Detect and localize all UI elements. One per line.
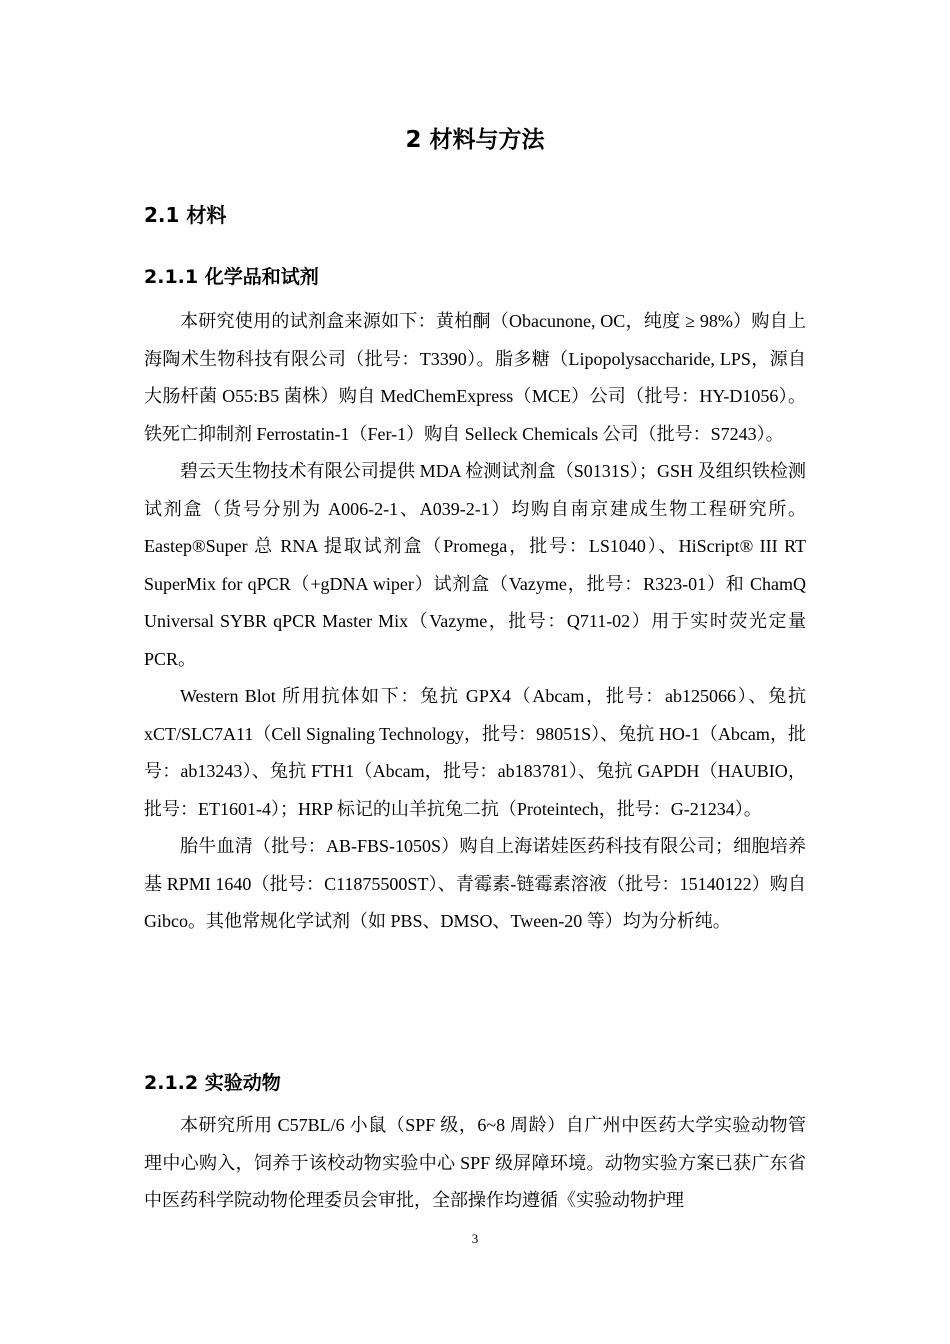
- paragraph-culture-reagents: 胎牛血清（批号：AB-FBS-1050S）购自上海诺娃医药科技有限公司；细胞培养基 RPMI 1640（批号：C11875500ST）、青霉素-链霉素溶液（批号：15140122）购自 Gibco。其他常规化学试剂（如 PBS、DMSO、Tween-20 等）均为分析纯。: [144, 836, 806, 931]
- animals-body: [144, 1107, 806, 1220]
- paragraph-antibodies: Western Blot 所用抗体如下：兔抗 GPX4（Abcam，批号：ab125066）、兔抗 xCT/SLC7A11（Cell Signaling Technology，批号：98051S）、兔抗 HO-1（Abcam，批号：ab13243）、兔抗 FTH1（Abcam，批号：ab183781）、兔抗 GAPDH（HAUBIO，批号：ET1601-4）；HRP 标记的山羊抗兔二抗（Proteintech，批号：G-21234）。: [144, 686, 806, 819]
- subsection-heading-animals: 2.1.2 实验动物: [144, 1072, 281, 1094]
- page-number: 3: [471, 1231, 479, 1246]
- paragraph-kit-sources: 本研究使用的试剂盒来源如下：黄柏酮（Obacunone, OC，纯度 ≥ 98%）购自上海陶术生物科技有限公司（批号：T3390）。脂多糖（Lipopolysaccharide, LPS，源自大肠杆菌 O55:B5 菌株）购自 MedChemExpress（MCE）公司（批号：HY-D1056）。铁死亡抑制剂 Ferrostatin-1（Fer-1）购自 Selleck Chemicals 公司（批号：S7243）。: [144, 311, 806, 444]
- chemicals-body: [144, 303, 806, 941]
- paragraph-assay-kits: 碧云天生物技术有限公司提供 MDA 检测试剂盒（S0131S）；GSH 及组织铁检测试剂盒（货号分别为 A006-2-1、A039-2-1）均购自南京建成生物工程研究所。Eastep®Super 总 RNA 提取试剂盒（Promega，批号：LS1040）、HiScript® III RT SuperMix for qPCR（+gDNA wiper）试剂盒（Vazyme，批号：R323-01）和 ChamQ Universal SYBR qPCR Master Mix（Vazyme，批号：Q711-02）用于实时荧光定量 PCR。: [144, 461, 806, 669]
- section-heading-materials: 2.1 材料: [144, 203, 227, 227]
- chapter-title: 2 材料与方法: [405, 127, 545, 153]
- subsection-heading-chemicals: 2.1.1 化学品和试剂: [144, 266, 319, 288]
- paragraph-animals: 本研究所用 C57BL/6 小鼠（SPF 级，6~8 周龄）自广州中医药大学实验动物管理中心购入，饲养于该校动物实验中心 SPF 级屏障环境。动物实验方案已获广东省中医药科学院动物伦理委员会审批，全部操作均遵循《实验动物护理: [144, 1115, 806, 1210]
